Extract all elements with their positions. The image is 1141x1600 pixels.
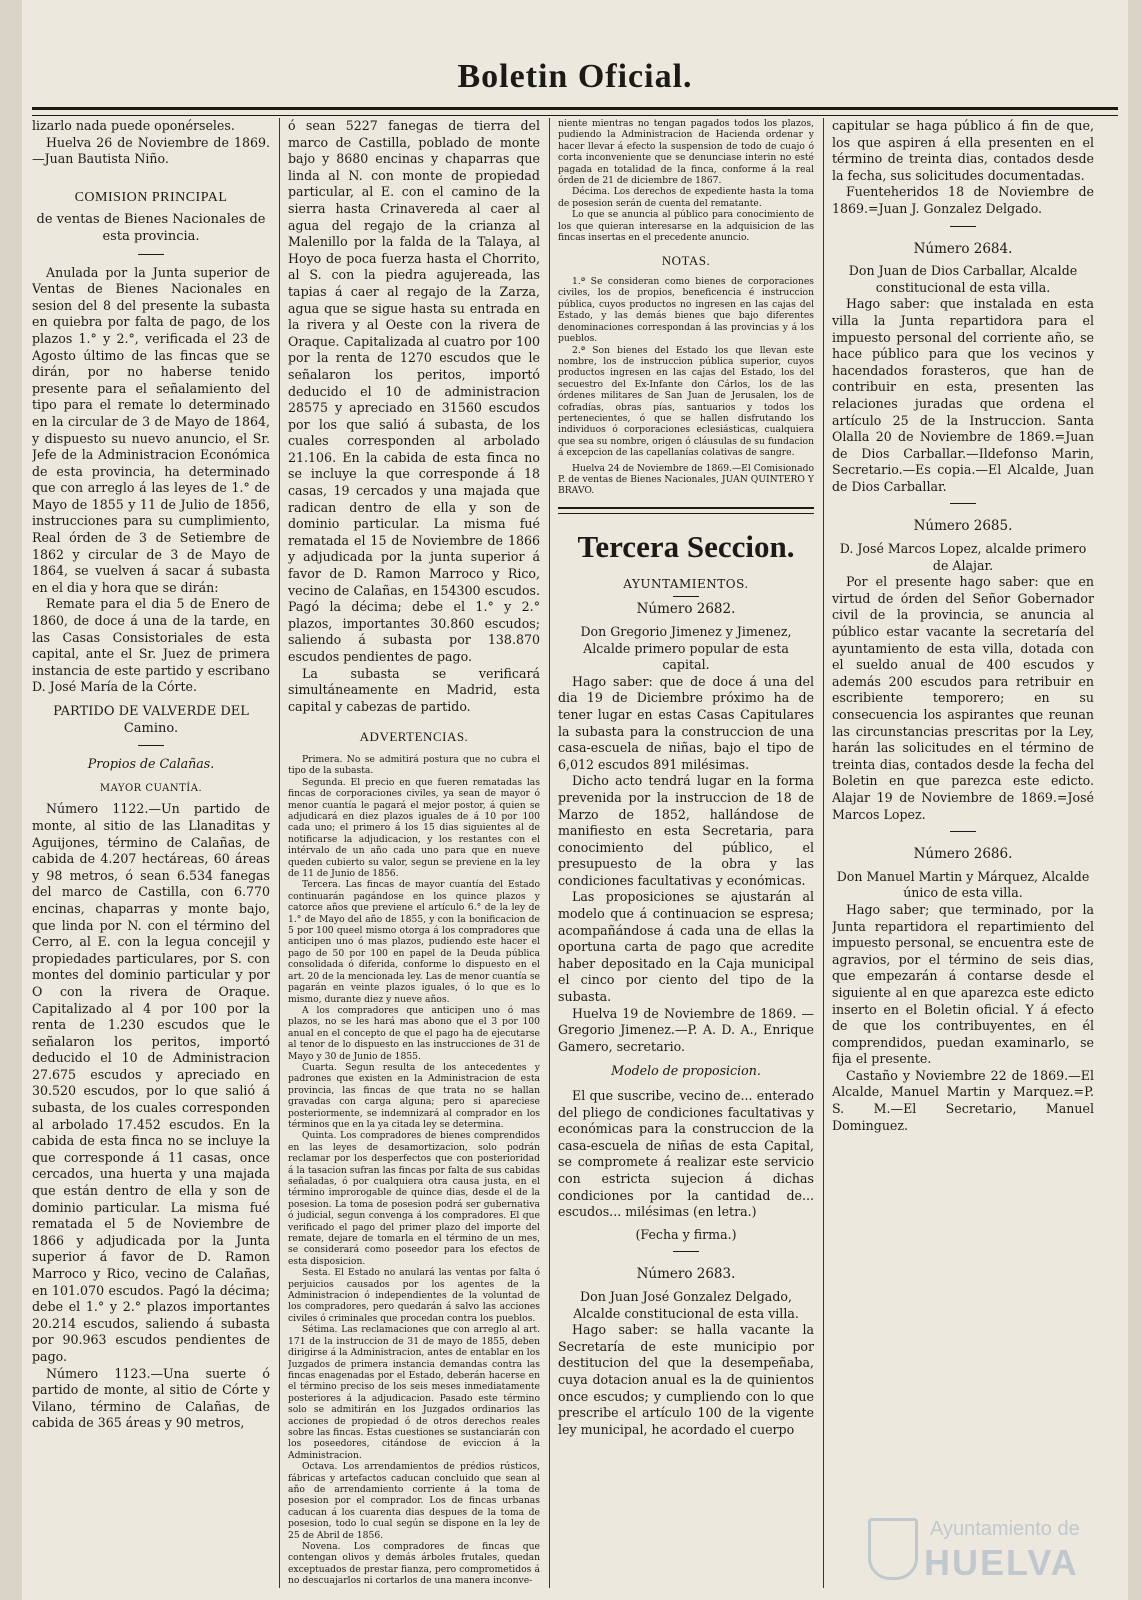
notice-issuer: Don Juan de Dios Carballar, Alcalde constitucional de esta villa.: [848, 263, 1078, 295]
notice-number: Número 2686.: [913, 846, 1013, 863]
signature: Huelva 24 de Noviembre de 1869.—El Comisionado P. de ventas de Bienes Nacionales, JUAN QUINTERO Y BRAVO.: [558, 462, 814, 497]
notice-issuer: Don Manuel Martin y Márquez, Alcalde único de esta villa.: [836, 868, 1090, 901]
paragraph: El que suscribe, vecino de... enterado del pliego de condiciones facultativas y económicas para la construccion de la casa-escuela de niñas de esta Capital, se compromete á realizar este servicio con estricta sujecion á dichas condiciones por la cantidad de... escudos... milésimas (en letra.): [558, 1088, 814, 1220]
separator: [673, 1251, 699, 1252]
category-heading: MAYOR CUANTÍA.: [99, 782, 203, 794]
paragraph: Las proposiciones se ajustarán al modelo que á continuacion se espresa; acompañándose á cada una de ellas la oportuna carta de pago que acredite haber depositado en la Caja municipal el cinco por ciento del tipo de la subasta.: [558, 889, 814, 1005]
notice-number: Número 2683.: [636, 1266, 736, 1283]
clause: Segunda. El precio en que fueren rematadas las fincas de corporaciones civiles, ya sean de mayor ó menor cuantía le pagará el mejor postor, á quien se adjudicará en diez plazos iguales de á 10 por 100 cada uno; el primero á los 15 dias siguientes al de notificarse la adjudicacion, y los restantes con el intérvalo de un año cada uno para que en nueve queden cubierto su valor, segun se previene en la ley de 11 de Junio de 1856.: [288, 776, 540, 880]
separator: [950, 503, 976, 504]
column-divider: [279, 118, 280, 1588]
paragraph: Castaño y Noviembre 22 de 1869.—El Alcalde, Manuel Martin y Marquez.=P. S. M.—El Secretario, Manuel Dominguez.: [832, 1067, 1094, 1133]
paragraph: Hago saber: que de doce á una del dia 19 de Diciembre próximo ha de tener lugar en estas Casas Capitulares la subasta para la construccion de una casa-escuela de niñas, bajo el tipo de 6,012 escudos 891 milésimas.: [558, 673, 814, 772]
paragraph: Dicho acto tendrá lugar en la forma prevenida por la instruccion de 18 de Marzo de 1852, hallándose de manifiesto en esta Secretaria, para conocimiento del público, el presupuesto de la obra y las condiciones facultativas y económicas.: [558, 773, 814, 888]
note: 2.ª Son bienes del Estado los que llevan este nombre, los de instruccion pública superior, cuyos productos ingresen en las cajas del Estado, los del secuestro del Ex-Infante don Cárlos, los de las órdenes militares de San Juan de Jerusalen, los de cofradías, obras pías, santuarios y todos los pertenecientes, ó que se hallen disfrutando los individuos ó corporaciones eclesiásticas, cualquiera que sea su nombre, origen ó cláusulas de su fundacion á excepcion de las capellanías colativas de sangre.: [558, 344, 814, 459]
paragraph: Hago saber; que terminado, por la Junta repartidora el repartimiento del impuesto personal, se encuentra este de agravios, por el término de seis dias, que empezarán á contarse desde el siguiente al en que aparezca este edicto inserto en el Boletin oficial. Y á efecto de que los contribuyentes, en él comprendidos, puedan examinarlo, se fija el presente.: [832, 901, 1094, 1067]
clause: Sesta. El Estado no anulará las ventas por falta ó perjuicios causados por los agentes de la Administracion ó independientes de la voluntad de los compradores, pero quedarán á salvo las acciones civiles ó criminales que procedan contra los pueblos.: [288, 1267, 540, 1324]
paragraph: Por el presente hago saber: que en virtud de órden del Señor Gobernador civil de la provincia, se anuncia al público estar vacante la secretaría del ayuntamiento de esta villa, dotada con el sueldo anual de 400 escudos y además 200 escudos para retribuir en escribiente temporero; en su consecuencia los aspirantes que reunan las circunstancias prescritas por la Ley, harán las solicitudes en el término de treinta dias, contados desde la fecha del Boletin en que parezca este edicto. Alajar 19 de Noviembre de 1869.=José Marcos Lopez.: [832, 574, 1094, 822]
clause: Octava. Los arrendamientos de prédios rústicos, fábricas y artefactos caducan concluido que sean al año de arrendamiento corriente á la toma de posesion por el comprador. Los de fincas urbanas caducan á los cuarenta dias despues de la toma de posesion, todo lo cual según se dispone en la ley de 25 de Abril de 1856.: [288, 1461, 540, 1541]
section-heading: ADVERTENCIAS.: [359, 729, 469, 745]
section-title: Tercera Seccion.: [577, 528, 795, 564]
column-1: [32, 118, 270, 1588]
paragraph: capitular se haga público á fin de que, los que aspiren á ella presenten en el término de treinta dias, contados desde la fecha, sus solicitudes documentadas.: [832, 118, 1094, 183]
watermark-stamp: [860, 1504, 1120, 1588]
paragraph: Número 1123.—Una suerte ó partido de monte, al sitio de Córte y Vilano, término de Calañas, de cabida de 365 áreas y 90 metros,: [32, 1365, 270, 1431]
clause: Sétima. Las reclamaciones que con arreglo al art. 171 de la instruccion de 31 de mayo de 1855, deben dirigirse á la Administracion, antes de entablar en los Juzgados de primera instancia demandas contra las fincas enagenadas por el Estado, deberán hacerse en el término preciso de los seis meses inmediatamente posteriores á la adjudicacion. Pasado este término solo se admitirán en los Juzgados ordinarios las acciones de propiedad ó de otros derechos reales sobre las fincas. Estas cuestiones se sustanciarán con los poseedores, citándose de eviccion á la Administracion.: [288, 1324, 540, 1461]
paragraph: Número 1122.—Un partido de monte, al sitio de las Llanaditas y Aguijones, término de Calañas, de cabida de 4.207 hectáreas, 60 áreas y 98 metros, ó sean 6.534 fanegas del marco de Castilla, con 6.770 encinas, chaparras y monte bajo, que linda por N. con el término del Cerro, al E. con la legua concejil y propiedades particulares, por S. con montes del dominio particular y por O con la rivera de Oraque. Capitalizado al 4 por 100 por la renta de 1.230 escudos que le señalaron los peritos, importó deducido el 10 de Administracion 27.675 escudos y apreciado en 30.520 escudos, por lo que salió á subasta, de los cuales corresponden al arbolado 17.452 escudos. En la cabida de esta finca no se incluye la que corresponde á 11 casas, once cercados, una huerta y una majada que están dentro de ella y son de dominio particular. La misma fué rematada el 5 de Noviembre de 1866 y adjudicada por la Junta superior á favor de D. Ramon Marroco y Rico, vecino de Calañas, en 101.070 escudos. Pagó la décima; debe el 1.° y 2.° plazos importantes 20.214 escudos, saliendo á subasta por 90.963 escudos pendientes de pago.: [32, 801, 270, 1364]
clause: Novena. Los compradores de fincas que contengan olivos y demás árboles frutales, quedan exceptuados de prestar fianza, pero comprometidos á no descuajarlos ni cortarlos de una manera inconve-: [288, 1541, 540, 1587]
clause: Cuarta. Segun resulta de los antecedentes y padrones que existen en la Administracion de esta provincia, las fincas de que trata no se hallan gravadas con carga alguna; pero si apareciese posteriormente, se indemnizará al comprador en los términos que en la ya citada ley se determina.: [288, 1061, 540, 1130]
column-divider: [823, 118, 824, 1588]
separator: [138, 254, 164, 255]
notice-number: Número 2685.: [913, 518, 1013, 535]
notice-number: Número 2682.: [636, 601, 736, 618]
masthead-title: Boletin Oficial.: [457, 58, 693, 95]
section-subtitle: AYUNTAMIENTOS.: [623, 576, 749, 591]
clause: Primera. No se admitirá postura que no cubra el tipo de la subasta.: [288, 753, 540, 777]
separator: [950, 226, 976, 227]
paragraph: Anulada por la Junta superior de Ventas de Bienes Nacionales en sesion del 8 del presente la subasta en quiebra por falta de pago, de los plazos 1.° y 2.°, verificada el 23 de Agosto último de las fincas que se dirán, por no haberse tenido presente para el señalamiento del tipo para el remate lo determinado en la circular de 3 de Mayo de 1864, y dispuesto su nuevo anuncio, el Sr. Jefe de la Administracion Económica de esta provincia, ha determinado que con arreglo á las leyes de 1.° de Mayo de 1855 y 11 de Julio de 1856, instrucciones para su cumplimiento, Real órden de 3 de Setiembre de 1862 y circular de 3 de Mayo de 1864, se vuelven á sacar á subasta en el dia y hora que se dirán:: [32, 264, 270, 595]
paragraph: lizarlo nada puede oponérseles.: [32, 118, 235, 133]
clause: Quinta. Los compradores de bienes comprendidos en las leyes de desamortizacion, solo podrán reclamar por los desperfectos que con posterioridad á la tasacion sufran las fincas por falta de sus cabidas señaladas, ó por cualquiera otra causa justa, en el término improrogable de quince dias, desde el de la posesion. La toma de posesion podrá ser gubernativa ó judicial, segun convenga á los compradores. El que verificado el pago del primer plazo del importe del remate, dejare de tomarla en el término de un mes, se considerará como poseedor para los efectos de esta disposicion.: [288, 1130, 540, 1267]
section-subheading: de ventas de Bienes Nacionales de esta provincia.: [36, 212, 266, 244]
section-heading: COMISION PRINCIPAL: [74, 189, 228, 205]
paragraph: Huelva 26 de Noviembre de 1869.—Juan Bautista Niño.: [32, 134, 270, 167]
paragraph: Fuenteheridos 18 de Noviembre de 1869.=Juan J. Gonzalez Delgado.: [832, 184, 1094, 216]
separator: [138, 745, 164, 746]
watermark-line: HUELVA: [924, 1542, 1079, 1583]
notice-issuer: D. José Marcos Lopez, alcalde primero de Alajar.: [839, 541, 1087, 573]
watermark-line: Ayuntamiento de: [930, 1518, 1080, 1540]
separator: [950, 831, 976, 832]
subheading: Modelo de proposicion.: [611, 1063, 761, 1079]
subheading: Propios de Calañas.: [87, 756, 215, 772]
clause: A los compradores que anticipen uno ó mas plazos, no se les hará mas abono que el 3 por 100 anual en el concepto de que el pago ha de ejecutarse al tenor de lo dispuesto en las instrucciones de 31 de Mayo y 30 de Junio de 1855.: [288, 1004, 540, 1062]
paragraph: Hago saber: que instalada en esta villa la Junta repartidora para el impuesto personal del corriente año, se hace público para que los vecinos y hacendados forasteros, que han de contribuir en esta, presenten las relaciones juradas que ordena el artículo 25 de la Instruccion. Santa Olalla 20 de Noviembre de 1869.=Juan de Dios Carballar.—Ildefonso Marin, Secretario.—Es copia.—El Alcalde, Juan de Dios Carballar.: [832, 296, 1094, 494]
paragraph: ó sean 5227 fanegas de tierra del marco de Castilla, poblado de monte bajo y 8680 encinas y chaparras que linda al N. con monte de propiedad particular, al E. con el camino de la sierra hasta Crinavereda al caer al agua del regajo de la crianza al Malenillo por la falda de la Talaya, al Hoyo de poca fuerza hasta el Chorrito, al S. con la piedra agujereada, las tapias á caer al regajo de la Zarza, agua que se sigue hasta su entrada en la rivera y al Oeste con la rivera de Oraque. Capitalizada al cuatro por 100 por la renta de 1270 escudos que le señalaron los peritos, importó deducido el 10 de administracion 28575 y apreciado en 31560 escudos por los que salió á subasta, de los cuales corresponden al arbolado 21.106. En la cabida de esta finca no se incluye la que corresponde á 18 casas, 19 cercados y una majada que radican dentro de ella y son de dominio particular. La misma fué rematada el 15 de Noviembre de 1866 y adjudicada por la junta superior á favor de D. Ramon Marroco y Rico, vecino de Calañas, en 154300 escudos. Pagó la décima; debe el 1.° y 2.° plazos, importantes 30.860 escudos; saliendo á subasta por 138.870 escudos pendientes de pago.: [288, 118, 540, 664]
header-rule: [32, 107, 1118, 116]
district-heading: PARTIDO DE VALVERDE DEL Camino.: [53, 704, 249, 736]
column-3: [558, 118, 814, 1588]
newspaper-page: [22, 0, 1128, 1600]
clause: Décima. Los derechos de expediente hasta la toma de posesion serán de cuenta del rematante.: [558, 186, 814, 209]
column-4: [832, 118, 1094, 1588]
paragraph: Remate para el dia 5 de Enero de 1860, de doce á una de la tarde, en las Casas Consistoriales de esta capital, ante el Sr. Juez de primera instancia de este partido y escribano D. José María de la Córte.: [32, 596, 270, 695]
paragraph: Hago saber: se halla vacante la Secretaría de este municipio por destitucion del que la desempeñaba, cuya dotacion anual es la de quinientos once escudos; y cumpliendo con lo que prescribe el artículo 100 de la vigente ley municipal, he acordado el cuerpo: [558, 1322, 814, 1437]
double-rule: [558, 507, 814, 514]
paragraph: (Fecha y firma.): [635, 1226, 737, 1242]
clause: Lo que se anuncia al público para conocimiento de los que quieran interesarse en la adquisicion de las fincas insertas en el precedente anuncio.: [558, 209, 814, 244]
column-2: [288, 118, 540, 1588]
paragraph: Huelva 19 de Noviembre de 1869. —Gregorio Jimenez.—P. A. D. A., Enrique Gamero, secretario.: [558, 1005, 814, 1054]
clause: Tercera. Las fincas de mayor cuantía del Estado continuarán pagándose en los quince plazos y catorce años que previene el artículo 6.° de la ley de 1.° de Mayo del año de 1855, y con la bonificacion de 5 por 100 queel mismo otorga á los compradores que anticipen uno ó mas plazos, pudiendo este hacer el pago de 50 por 100 en papel de la Deuda pública consolidada ó diferida, conforme lo dispuesto en el art. 20 de la mencionada ley. Las de menor cuantía se pagarán en veinte plazos iguales, ó lo que es lo mismo, durante diez y nueve años.: [288, 879, 540, 1005]
notice-number: Número 2684.: [913, 240, 1013, 257]
note: 1.ª Se consideran como bienes de corporaciones civiles, los de propios, beneficencia é instruccion pública, cuyos productos no ingresen en las cajas del Estado, y las demás bienes que bajo diferentes denominaciones correspondan á las provincias y á los pueblos.: [558, 276, 814, 345]
notice-issuer: Don Gregorio Jimenez y Jimenez, Alcalde primero popular de esta capital.: [580, 623, 792, 673]
separator: [673, 596, 699, 597]
column-divider: [549, 118, 550, 1588]
clause: niente mientras no tengan pagados todos los plazos, pudiendo la Administracion de Hacienda ordenar y hacer llevar á efecto la suspension de todo de cuajo ó corta inconveniente que se denunciase interin no esté pagada en totalidad de la finca, conforme á la real órden de 21 de diciembre de 1867.: [558, 118, 814, 187]
paragraph: La subasta se verificará simultáneamente en Madrid, esta capital y cabezas de partido.: [288, 665, 540, 714]
notice-issuer: Don Juan José Gonzalez Delgado, Alcalde constitucional de esta villa.: [573, 1288, 799, 1321]
shield-icon: [868, 1518, 918, 1580]
notes-heading: NOTAS.: [661, 253, 711, 269]
